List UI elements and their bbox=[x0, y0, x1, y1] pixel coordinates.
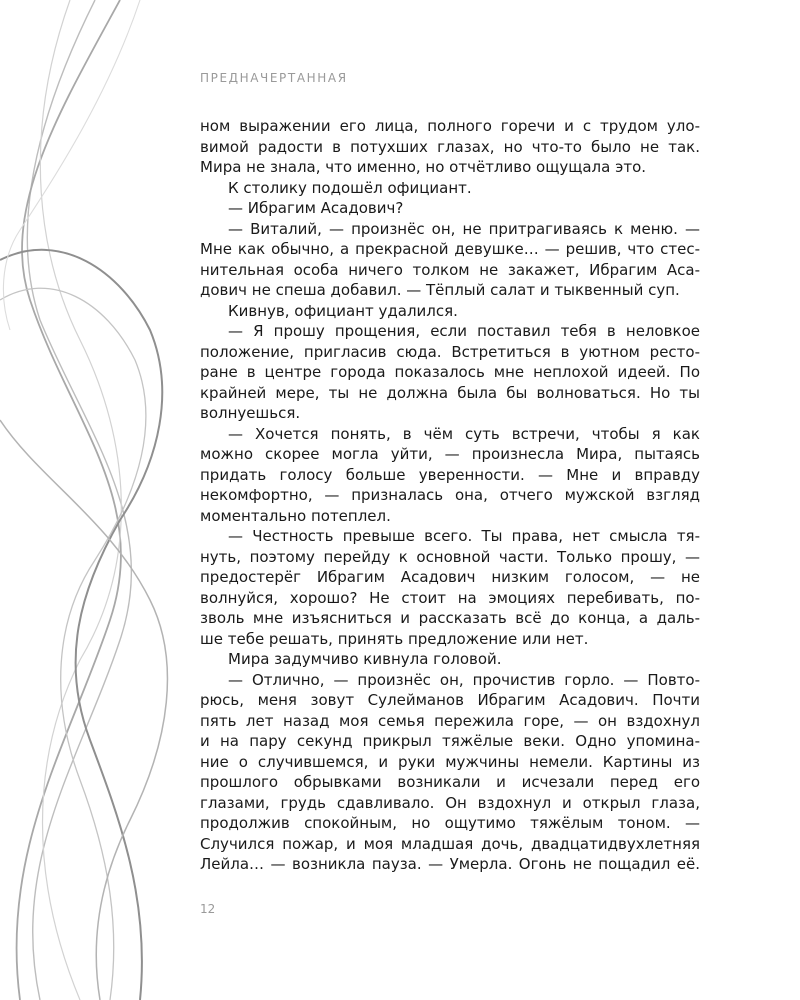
text-line: Мне как обычно, а прекрасной девушке… — решив, что стес- bbox=[200, 240, 700, 258]
text-line: зволь мне изъясниться и рассказать всё до конца, а даль- bbox=[200, 609, 700, 627]
text-line: — Виталий, — произнёс он, не притрагиваясь к меню. — bbox=[228, 219, 700, 238]
wave-line-4 bbox=[0, 250, 162, 1000]
text-line: положение, пригласив сюда. Встретиться в уютном ресто- bbox=[200, 342, 700, 361]
text-line: волнуешься. bbox=[200, 404, 301, 422]
text-line: — Честность превыше всего. Ты права, нет смысла тя- bbox=[228, 527, 700, 545]
wave-line-5 bbox=[0, 288, 146, 1000]
text-line: ном выражении его лица, полного горечи и с трудом уло- bbox=[200, 117, 700, 135]
text-line: ше тебе решать, принять предложение или нет. bbox=[200, 629, 589, 648]
wave-line-3 bbox=[40, 0, 121, 1000]
text-line: вимой радости в потухших глазах, но что-то было не так. bbox=[200, 137, 700, 156]
text-line: глазами, грудь сдавливало. Он вздохнул и открыл глаза, bbox=[200, 793, 700, 812]
text-line: продолжив спокойным, но ощутимо тяжёлым тоном. — bbox=[200, 814, 700, 832]
wave-line-2 bbox=[16, 0, 120, 1000]
text-line: и на пару секунд прикрыл тяжёлые веки. Одно упомина- bbox=[200, 732, 700, 750]
text-line: крайней мере, ты не должна была бы волноваться. Но ты bbox=[200, 383, 700, 402]
decorative-wave-lines bbox=[0, 0, 200, 1000]
text-line: предостерёг Ибрагим Асадович низким голосом, — не bbox=[200, 568, 700, 586]
body-text bbox=[200, 116, 700, 875]
text-line: волнуйся, хорошо? Не стоит на эмоциях перебивать, по- bbox=[200, 588, 700, 607]
text-line: придать голосу больше уверенности. — Мне и вправду bbox=[200, 465, 700, 484]
text-line: прошлого обрывками возникали и исчезали перед его bbox=[200, 773, 700, 791]
text-line: рюсь, меня зовут Сулейманов Ибрагим Асадович. Почти bbox=[200, 691, 700, 709]
wave-line-7 bbox=[0, 420, 167, 1000]
text-line: Случился пожар, и моя младшая дочь, двадцатидвухлетняя bbox=[200, 834, 700, 853]
text-line: — Ибрагим Асадович? bbox=[228, 199, 404, 217]
text-line: Мира не знала, что именно, но отчётливо ощущала это. bbox=[200, 158, 647, 176]
text-line: нительная особа ничего толком не закажет, Ибрагим Аса- bbox=[200, 260, 700, 279]
text-line: — Хочется понять, в чём суть встречи, чтобы я как bbox=[228, 424, 700, 443]
text-line: ние о случившемся, и руки мужчины немели. Картины из bbox=[200, 752, 700, 771]
text-line: пять лет назад моя семья пережила горе, — он вздохнул bbox=[200, 711, 700, 730]
text-line: Кивнув, официант удалился. bbox=[228, 301, 458, 320]
text-line: ране в центре города показалось мне неплохой идеей. По bbox=[200, 363, 700, 381]
text-line: — Отлично, — произнёс он, прочистив горло. — Повто- bbox=[228, 670, 700, 689]
text-line: нуть, поэтому перейду к основной части. Только прошу, — bbox=[200, 547, 700, 566]
text-line: некомфортно, — призналась она, отчего мужской взгляд bbox=[200, 486, 700, 504]
page-number: 12 bbox=[200, 902, 216, 916]
text-line: можно скорее могла уйти, — произнесла Мира, пытаясь bbox=[200, 445, 700, 463]
text-line: дович не спеша добавил. — Тёплый салат и тыквенный суп. bbox=[200, 281, 680, 299]
text-line: — Я прошу прощения, если поставил тебя в неловкое bbox=[228, 322, 700, 340]
text-line: К столику подошёл официант. bbox=[228, 178, 472, 197]
text-line: Мира задумчиво кивнула головой. bbox=[228, 650, 502, 668]
text-line: моментально потеплел. bbox=[200, 506, 391, 525]
text-line: Лейла… — возникла пауза. — Умерла. Огонь не пощадил её. bbox=[200, 855, 700, 873]
running-header: ПРЕДНАЧЕРТАННАЯ bbox=[200, 71, 348, 85]
